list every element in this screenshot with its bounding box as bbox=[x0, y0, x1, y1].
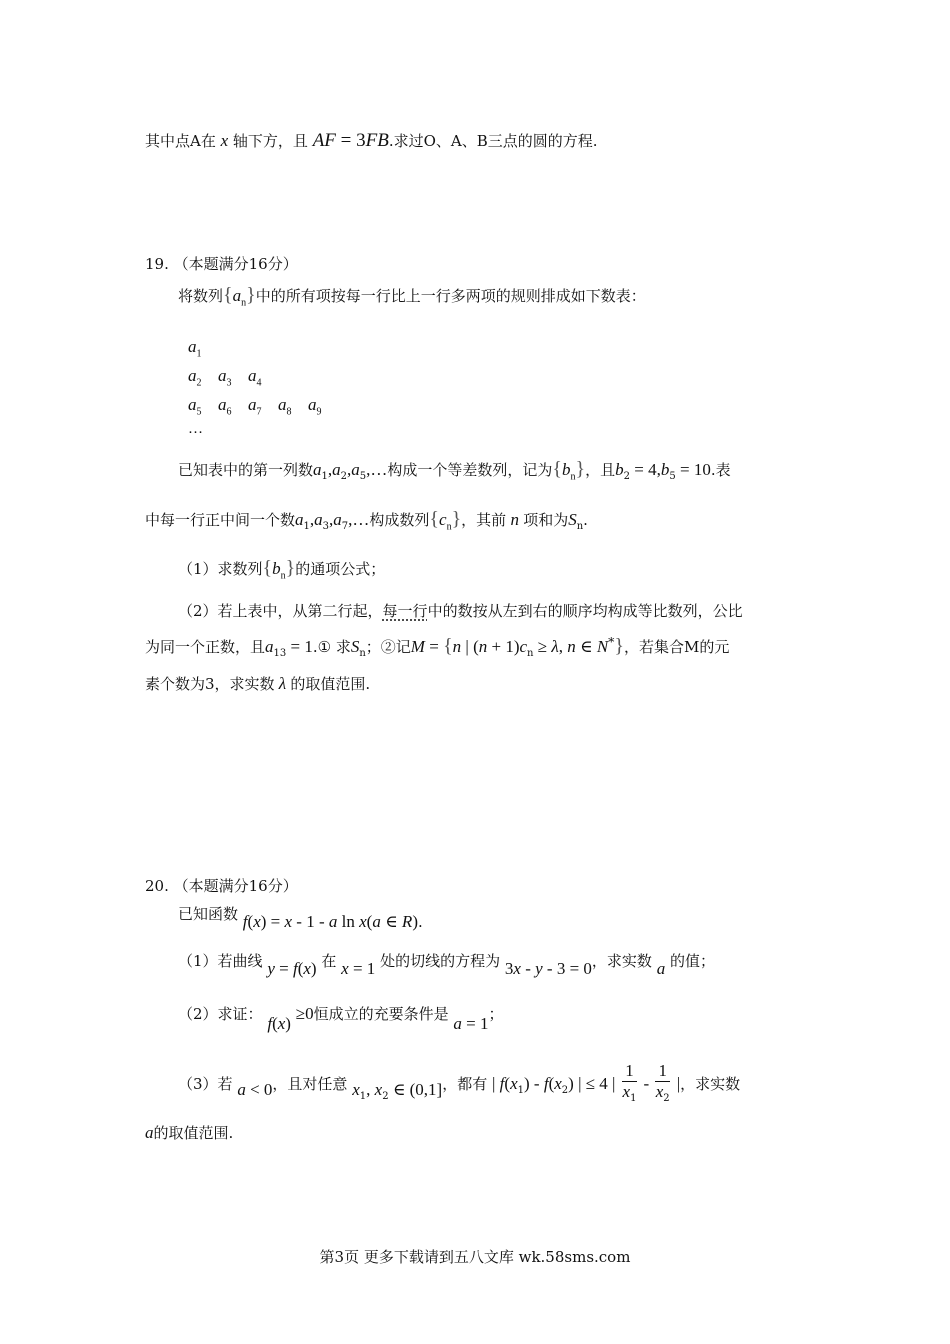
q19-intro: 将数列$\{a_n\}$中的所有项按每一行比上一行多两项的规则排成如下数表： bbox=[178, 284, 646, 309]
q19-text1: 已知表中的第一列数$a_1,a_2,a_5,\dots$构成一个等差数列，记为$\{b_n\}$，且$b_2 = 4,b_5 = 10$.表 bbox=[178, 458, 731, 483]
q19-part2-line1: （2）若上表中，从第二行起，每一行中的数按从左到右的顺序均构成等比数列，公比 bbox=[178, 602, 743, 620]
q19-part2-line2: 为同一个正数，且$a_{13}$ = 1.① 求$S_n$；②记M = {n | $(n + 1)c_n \ge \lambda$, n ∈ N*}，若集合M的元 bbox=[145, 634, 730, 659]
table-row: $a_1$ bbox=[188, 337, 202, 360]
q19-text2: 中每一行正中间一个数$a_1,a_3,a_7,\dots$构成数列$\{c_n\}$，其前 n 项和为$S_n$. bbox=[145, 508, 588, 533]
q20-part3-line2: a的取值范围. bbox=[145, 1123, 234, 1142]
q20-part2: （2）求证： f(x) ≥0恒成立的充要条件是 a = 1； bbox=[178, 1004, 504, 1033]
q19-part1: （1）求数列$\{b_n\}$的通项公式； bbox=[178, 557, 386, 582]
table-row: $a_5$ $a_6$ $a_7$ $a_8$ $a_9$ bbox=[188, 395, 322, 418]
intro-line: 其中点A在 x 轴下方，且 AF = 3FB.求过O、A、B三点的圆的方程. bbox=[145, 130, 598, 151]
q20-part1: （1）若曲线 y = f(x) 在 x = 1 处的切线的方程为 3x - y - 3 = 0，求实数 a 的值； bbox=[178, 952, 715, 978]
q20-part3: （3）若 a < 0，且对任意 $x_1$, $x_2$ ∈ (0,1]，都有 | $f(x_1) - f(x_2)$ | ≤ 4 | $\frac{1}{x_1}$ - $\frac{1}{x_2}$ |，求实数 bbox=[178, 1061, 741, 1104]
page-footer: 第3页 更多下载请到五八文库 wk.58sms.com bbox=[319, 1248, 631, 1266]
q20-header: 20. （本题满分16分） bbox=[145, 877, 298, 895]
q19-header: 19. （本题满分16分） bbox=[145, 255, 298, 273]
q20-intro: 已知函数 f(x) = x - 1 - a ln x(a ∈ R). bbox=[178, 905, 423, 931]
table-row: $a_2$ $a_3$ $a_4$ bbox=[188, 366, 262, 389]
table-row: … bbox=[188, 421, 203, 437]
q19-part2-line3: 素个数为3，求实数 λ 的取值范围. bbox=[145, 674, 371, 693]
